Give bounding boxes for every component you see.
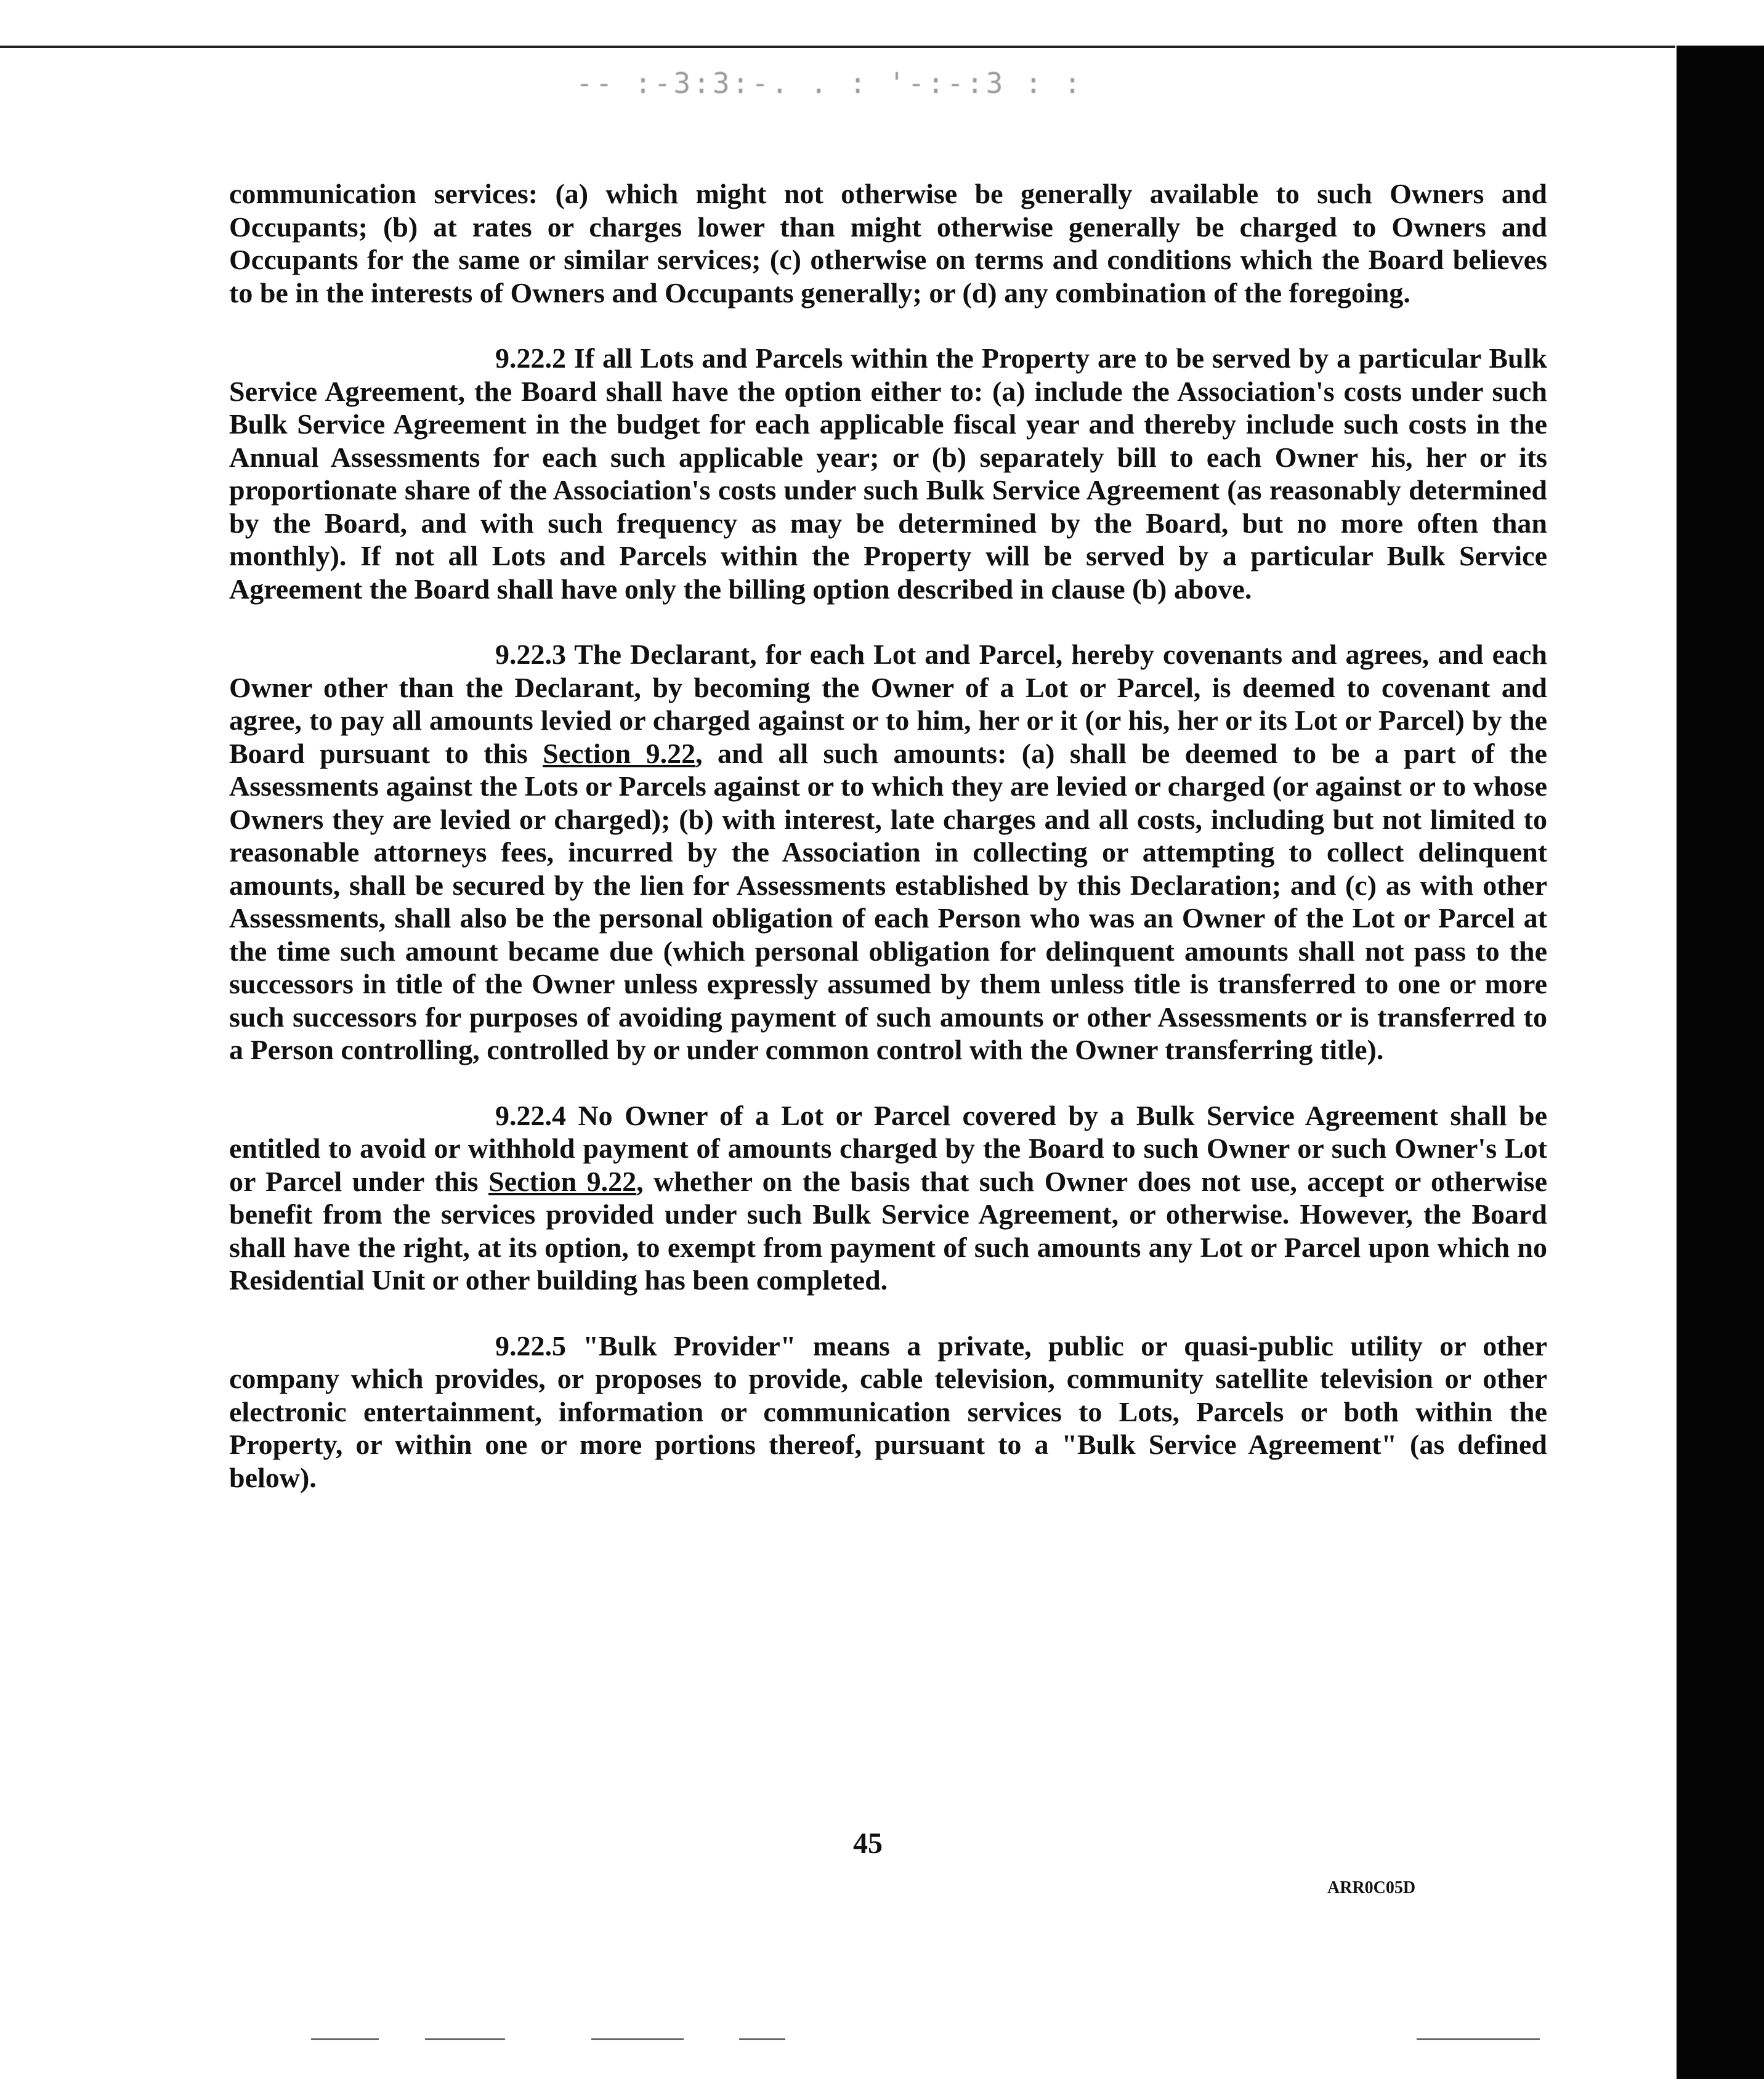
paragraph-text: No Owner of a Lot or Parcel covered by a Bulk Service Agreement shall be entitled to avoid or withhold payment of amounts charged by the Board to such Owner or such Owner's Lot or Parcel under this [229, 1099, 1547, 1197]
document-code: ARR0C05D [1327, 1878, 1416, 1897]
bottom-scan-mark [739, 2038, 785, 2040]
bottom-scan-mark [1417, 2038, 1540, 2040]
paragraph-text-continued: , and all such amounts: (a) shall be deemed to be a part of the Assessments against the Lots or Parcels against or to which they are levied or charged (or against or to whose Owners they are levied or charged); (b) with interest, late charges and all costs, including but not limited to reasonable attorneys fees, incurred by the Association in collecting or attempting to collect delinquent amounts, shall be secured by the lien for Assessments established by this Declaration; and (c) as with other Assessments, shall also be the personal obligation of each Person who was an Owner of the Lot or Parcel at the time such amount became due (which personal obligation for delinquent amounts shall not pass to the successors in title of the Owner unless expressly assumed by them unless title is transferred to one or more such successors for purposes of avoiding payment of such amounts or other Assessments or is transferred to a Person controlling, controlled by or under common control with the Owner transferring title). [229, 737, 1547, 1065]
paragraph-text: communication services: (a) which might not otherwise be generally available to such Owners and Occupants; (b) at rates or charges lower than might otherwise generally be charged to Owners and Occupants for the same or similar services; (c) otherwise on terms and conditions which the Board believes to be in the interests of Owners and Occupants generally; or (d) any combination of the foregoing. [229, 178, 1547, 309]
paragraph-number: 9.22.2 [495, 342, 566, 374]
paragraph-continuation [229, 177, 1547, 309]
paragraph-number: 9.22.3 [495, 639, 566, 670]
section-reference: Section 9.22 [543, 737, 696, 769]
paragraph-text-continued: , whether on the basis that such Owner does not use, accept or otherwise benefit from the services provided under such Bulk Service Agreement, or otherwise. However, the Board shall have the right, at its option, to exempt from payment of such amounts any Lot or Parcel upon which no Residential Unit or other building has been completed. [229, 1165, 1548, 1296]
page-number: 45 [853, 1827, 883, 1860]
paragraph-text: The Declarant, for each Lot and Parcel, hereby covenants and agrees, and each Owner other than the Declarant, by becoming the Owner of a Lot or Parcel, is deemed to covenant and agree, to pay all amounts levied or charged against or to him, her or it (or his, her or its Lot or Parcel) by the Board pursuant to this [229, 639, 1547, 769]
paragraph-9-22-5 [229, 1330, 1547, 1495]
bottom-scan-mark [311, 2038, 379, 2040]
scan-edge-bar [1677, 46, 1764, 2079]
bottom-scan-mark [425, 2038, 505, 2040]
paragraph-text: "Bulk Provider" means a private, public or quasi-public utility or other company which provides, or proposes to provide, cable television, community satellite television or other electronic entertainment, information or communication services to Lots, Parcels or both within the Property, or within one or more portions thereof, pursuant to a "Bulk Service Agreement" (as defined below). [229, 1330, 1547, 1493]
bottom-scan-mark [591, 2038, 684, 2040]
paragraph-9-22-2 [229, 342, 1547, 605]
document-body [229, 177, 1547, 1527]
paragraph-9-22-3 [229, 638, 1547, 1067]
paragraph-number: 9.22.4 [495, 1099, 566, 1131]
section-reference: Section 9.22 [488, 1165, 637, 1197]
header-stamp: -- :-3:3:-. . : '-:-:3 : : [576, 67, 1084, 100]
paragraph-number: 9.22.5 [495, 1330, 566, 1362]
top-rule [0, 46, 1675, 48]
paragraph-text: If all Lots and Parcels within the Property are to be served by a particular Bulk Service Agreement, the Board shall have the option either to: (a) include the Association's costs under such Bulk Service Agreement in the budget for each applicable fiscal year and thereby include such costs in the Annual Assessments for each such applicable year; or (b) separately bill to each Owner his, her or its proportionate share of the Association's costs under such Bulk Service Agreement (as reasonably determined by the Board, and with such frequency as may be determined by the Board, but no more often than monthly). If not all Lots and Parcels within the Property will be served by a particular Bulk Service Agreement the Board shall have only the billing option described in clause (b) above. [229, 342, 1547, 605]
paragraph-9-22-4 [229, 1099, 1547, 1297]
